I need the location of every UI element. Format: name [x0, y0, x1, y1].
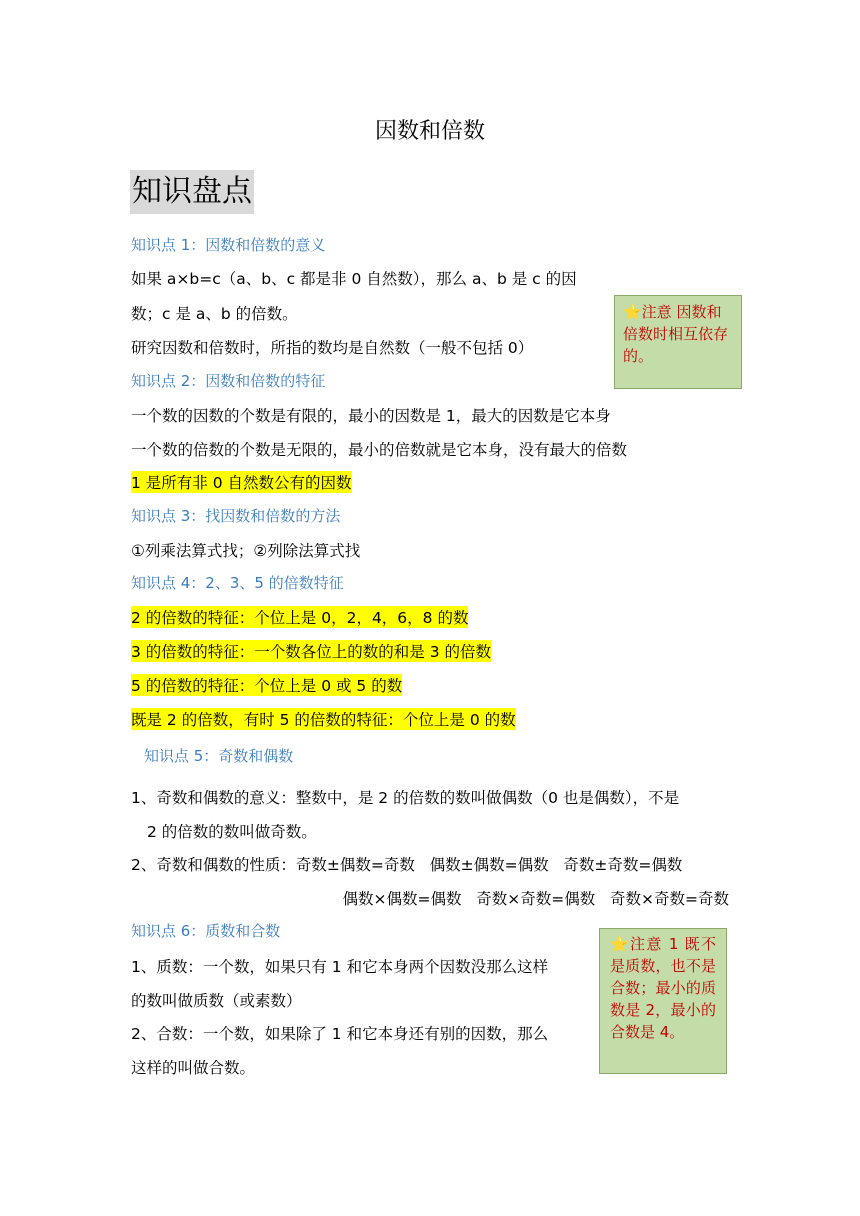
kp1-heading: 知识点 1：因数和倍数的意义 — [131, 236, 326, 254]
kp5-line4: 偶数×偶数=偶数 奇数×奇数=偶数 奇数×奇数=奇数 — [342, 890, 729, 908]
note-box-factors — [614, 295, 742, 389]
note-text: ⭐注意 1 既不是质数，也不是合数；最小的质数是 2，最小的合数是 4。 — [610, 935, 716, 1041]
kp5-line3: 2、奇数和偶数的性质：奇数±偶数=奇数 偶数±偶数=偶数 奇数±奇数=偶数 — [131, 856, 683, 874]
kp2-heading: 知识点 2：因数和倍数的特征 — [131, 372, 326, 390]
kp3-line1: ①列乘法算式找；②列除法算式找 — [131, 542, 361, 560]
kp4-line4-highlight: 既是 2 的倍数，有时 5 的倍数的特征：个位上是 0 的数 — [131, 708, 516, 730]
kp6-line1: 1、质数：一个数，如果只有 1 和它本身两个因数没那么这样 — [131, 958, 549, 976]
kp5-line1: 1、奇数和偶数的意义：整数中，是 2 的倍数的数叫做偶数（0 也是偶数），不是 — [131, 789, 680, 807]
kp2-line2: 一个数的倍数的个数是无限的，最小的倍数就是它本身，没有最大的倍数 — [131, 441, 628, 459]
kp5-line2: 2 的倍数的数叫做奇数。 — [147, 823, 317, 841]
kp2-line1: 一个数的因数的个数是有限的，最小的因数是 1，最大的因数是它本身 — [131, 407, 611, 425]
note-box-prime — [599, 928, 727, 1074]
kp1-line3: 研究因数和倍数时，所指的数均是自然数（一般不包括 0） — [131, 339, 534, 357]
doc-title: 因数和倍数 — [374, 119, 485, 144]
kp1-line2: 数；c 是 a、b 的倍数。 — [131, 305, 298, 323]
note-text: ⭐注意 因数和倍数时相互依存的。 — [623, 303, 729, 365]
kp6-line2: 的数叫做质数（或素数） — [131, 992, 302, 1010]
kp6-line3: 2、合数：一个数，如果除了 1 和它本身还有别的因数，那么 — [131, 1025, 549, 1043]
section-title: 知识盘点 — [130, 170, 254, 214]
kp4-line2-highlight: 3 的倍数的特征：一个数各位上的数的和是 3 的倍数 — [131, 640, 491, 662]
kp1-line1: 如果 a×b=c（a、b、c 都是非 0 自然数），那么 a、b 是 c 的因 — [131, 270, 577, 288]
kp5-heading: 知识点 5：奇数和偶数 — [144, 747, 294, 765]
kp6-line4: 这样的叫做合数。 — [131, 1059, 256, 1077]
kp3-heading: 知识点 3：找因数和倍数的方法 — [131, 507, 341, 525]
kp4-line3-highlight: 5 的倍数的特征：个位上是 0 或 5 的数 — [131, 674, 402, 696]
kp4-heading: 知识点 4：2、3、5 的倍数特征 — [131, 574, 344, 592]
kp2-line3-highlight: 1 是所有非 0 自然数公有的因数 — [131, 471, 352, 493]
kp6-heading: 知识点 6：质数和合数 — [131, 922, 281, 940]
kp4-line1-highlight: 2 的倍数的特征：个位上是 0，2，4，6，8 的数 — [131, 606, 468, 628]
